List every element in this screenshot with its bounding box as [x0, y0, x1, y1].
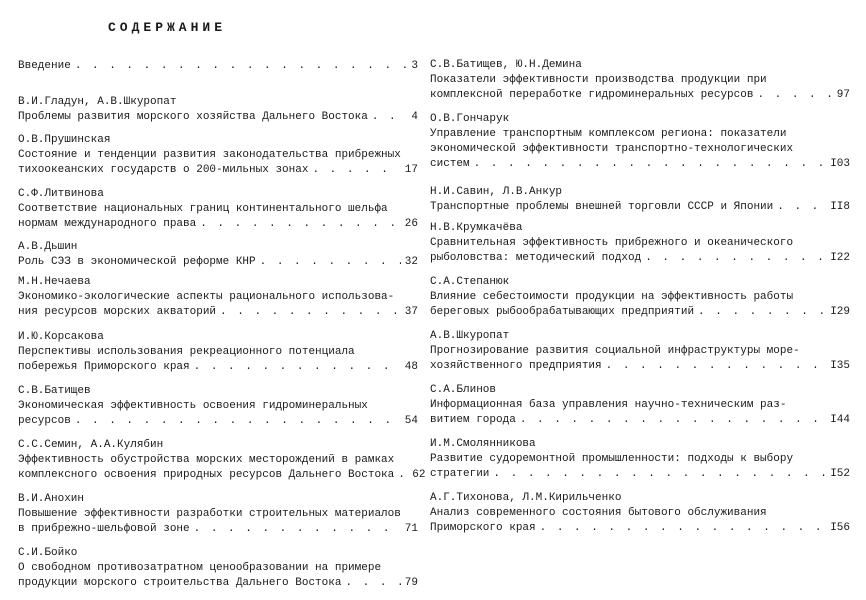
dot-leader: [372, 110, 408, 125]
toc-entry-title-line: нормам международного права: [18, 218, 197, 230]
page-title: СОДЕРЖАНИЕ: [108, 20, 227, 35]
toc-entry-title-line: систем: [430, 158, 470, 170]
toc-entry: [18, 438, 426, 483]
toc-entry-title-line: Транспортные проблемы внешней торговли СССР и Японии: [430, 201, 774, 213]
toc-entry: [18, 240, 418, 270]
toc-entry-title-line: береговых рыбообрабатывающих предприятий: [430, 306, 695, 318]
toc-entry-title-line: Экономико-экологические аспекты рационального использова-: [18, 291, 395, 303]
toc-entry: [18, 384, 418, 429]
toc-entry-authors: С.С.Семин, А.А.Кулябин: [18, 439, 164, 451]
toc-entry-last-line: [18, 163, 418, 178]
dot-leader: [220, 305, 401, 320]
toc-entry-last-line: [18, 576, 418, 591]
toc-entry-title-line: Проблемы развития морского хозяйства Дальнего Востока: [18, 111, 368, 123]
toc-entry: [18, 59, 418, 74]
toc-entry: [18, 187, 418, 232]
toc-entry-authors: С.В.Батищев, Ю.Н.Демина: [430, 59, 582, 71]
toc-entry-page-number: 32: [404, 256, 418, 268]
dot-leader: [520, 413, 826, 428]
toc-entry-page-number: I44: [830, 414, 850, 426]
toc-entry-last-line: [18, 110, 418, 125]
toc-entry-title-line: Развитие судоремонтной промышленности: подходы к выбору: [430, 453, 794, 465]
toc-entry-title-line: рыболовства: методический подход: [430, 252, 642, 264]
toc-entry-page-number: 54: [404, 415, 418, 427]
toc-entry-title-line: ния ресурсов морских акваторий: [18, 306, 217, 318]
toc-entry-title-line: комплексного освоения природных ресурсов Дальнего Востока: [18, 469, 395, 481]
toc-entry-page-number: I56: [830, 522, 850, 534]
dot-leader: [645, 251, 826, 266]
toc-entry-last-line: [430, 305, 850, 320]
toc-entry-title-line: Введение: [18, 60, 71, 72]
toc-entry-title-line: Приморского края: [430, 522, 536, 534]
toc-entry-page-number: I22: [830, 252, 850, 264]
toc-entry-page-number: I35: [830, 360, 850, 372]
toc-entry: [18, 133, 418, 178]
toc-entry: [430, 112, 850, 172]
toc-entry-page-number: 48: [404, 361, 418, 373]
toc-entry-title-line: тихоокеанских государств о 200-мильных зонах: [18, 164, 309, 176]
toc-entry-title-line: в прибрежно-шельфовой зоне: [18, 523, 190, 535]
dot-leader: [194, 522, 401, 537]
toc-entry-title-line: хозяйственного предприятия: [430, 360, 602, 372]
toc-entry: [430, 383, 850, 428]
toc-entry-last-line: [18, 360, 418, 375]
toc-entry-authors: С.И.Бойко: [18, 547, 78, 559]
toc-entry-page-number: I03: [830, 158, 850, 170]
toc-entry-last-line: [430, 413, 850, 428]
toc-entry-page-number: II8: [830, 201, 850, 213]
toc-entry-title-line: витием города: [430, 414, 516, 426]
toc-entry-title-line: побережья Приморского края: [18, 361, 190, 373]
toc-entry-authors: С.А.Степанюк: [430, 276, 510, 288]
toc-entry-title-line: комплексной переработке гидроминеральных ресурсов: [430, 89, 754, 101]
dot-leader: [200, 217, 401, 232]
dot-leader: [757, 88, 832, 103]
toc-entry-title-line: стратегии: [430, 468, 490, 480]
toc-entry: [18, 95, 418, 125]
toc-entry-title-line: Влияние себестоимости продукции на эффективность работы: [430, 291, 794, 303]
dot-leader: [777, 200, 826, 215]
toc-entry-authors: В.И.Анохин: [18, 493, 85, 505]
toc-entry-title-line: Соответствие национальных границ континентального шельфа: [18, 203, 388, 215]
dot-leader: [493, 467, 826, 482]
toc-entry-last-line: [430, 251, 850, 266]
toc-entry: [430, 275, 850, 320]
toc-entry-authors: А.В.Шкуропат: [430, 330, 510, 342]
toc-entry-page-number: 97: [836, 89, 850, 101]
toc-entry-page-number: I52: [830, 468, 850, 480]
toc-entry-last-line: [18, 414, 418, 429]
toc-entry-title-line: Прогнозирование развития социальной инфраструктуры море-: [430, 345, 800, 357]
toc-entry-title-line: О свободном противозатратном ценообразовании на примере: [18, 562, 382, 574]
toc-entry-page-number: 4: [411, 111, 418, 123]
toc-entry-title-line: Информационная база управления научно-техническим раз-: [430, 399, 787, 411]
toc-entry-last-line: [18, 468, 426, 483]
toc-entry: [430, 491, 850, 536]
toc-entry-authors: В.И.Гладун, А.В.Шкуропат: [18, 96, 177, 108]
toc-entry-title-line: Экономическая эффективность освоения гидроминеральных: [18, 400, 368, 412]
toc-entry-authors: С.В.Батищев: [18, 385, 91, 397]
toc-entry: [430, 58, 850, 103]
toc-entry-last-line: [430, 200, 850, 215]
dot-leader: [398, 468, 408, 483]
dot-leader: [606, 359, 827, 374]
dot-leader: [75, 59, 408, 74]
toc-entry-authors: О.В.Гончарук: [430, 113, 510, 125]
toc-entry-last-line: [430, 157, 850, 172]
toc-entry-last-line: [18, 255, 418, 270]
toc-entry-last-line: [430, 88, 850, 103]
toc-entry-last-line: [18, 59, 418, 74]
toc-entry: [18, 275, 418, 320]
toc-entry-page-number: 71: [404, 523, 418, 535]
toc-entry-authors: О.В.Прушинская: [18, 134, 111, 146]
toc-entry: [18, 330, 418, 375]
toc-entry-title-line: Управление транспортным комплексом региона: показатели: [430, 128, 787, 140]
toc-entry-page-number: 17: [404, 164, 418, 176]
toc-entry-authors: С.Ф.Литвинова: [18, 188, 104, 200]
toc-entry: [430, 221, 850, 266]
toc-entry-last-line: [430, 521, 850, 536]
toc-entry-authors: Н.В.Крумкачёва: [430, 222, 523, 234]
dot-leader: [540, 521, 827, 536]
toc-entry-title-line: Перспективы использования рекреационного потенциала: [18, 346, 355, 358]
toc-entry-authors: А.В.Дьшин: [18, 241, 78, 253]
toc-entry-page-number: 37: [404, 306, 418, 318]
toc-entry-last-line: [18, 217, 418, 232]
toc-entry-page-number: 79: [404, 577, 418, 589]
toc-entry-last-line: [430, 359, 850, 374]
dot-leader: [698, 305, 826, 320]
toc-entry-title-line: Эффективность обустройства морских месторождений в рамках: [18, 454, 395, 466]
dot-leader: [474, 157, 827, 172]
toc-entry-last-line: [18, 522, 418, 537]
toc-entry-authors: А.Г.Тихонова, Л.М.Кирильченко: [430, 492, 622, 504]
toc-entry-title-line: Анализ современного состояния бытового обслуживания: [430, 507, 767, 519]
toc-entry-page-number: I29: [830, 306, 850, 318]
toc-entry-title-line: продукции морского строительства Дальнего Востока: [18, 577, 342, 589]
dot-leader: [345, 576, 400, 591]
toc-entry-page-number: 62: [412, 469, 426, 481]
toc-entry-authors: И.Ю.Корсакова: [18, 331, 104, 343]
toc-entry: [18, 492, 418, 537]
toc-entry-authors: Н.И.Савин, Л.В.Анкур: [430, 186, 563, 198]
toc-entry-page-number: 3: [411, 60, 418, 72]
toc-entry-authors: И.М.Смолянникова: [430, 438, 536, 450]
toc-entry-title-line: Сравнительная эффективность прибрежного и океанического: [430, 237, 794, 249]
dot-leader: [75, 414, 401, 429]
toc-entry-authors: С.А.Блинов: [430, 384, 497, 396]
toc-entry-title-line: Состояние и тенденции развития законодательства прибрежных: [18, 149, 401, 161]
dot-leader: [260, 255, 401, 270]
dot-leader: [312, 163, 400, 178]
toc-entry: [430, 329, 850, 374]
toc-entry-authors: М.Н.Нечаева: [18, 276, 91, 288]
toc-entry-title-line: Повышение эффективности разработки строительных материалов: [18, 508, 401, 520]
toc-entry-page-number: 26: [404, 218, 418, 230]
toc-entry-title-line: ресурсов: [18, 415, 71, 427]
toc-entry: [430, 437, 850, 482]
toc-entry: [430, 185, 850, 215]
toc-entry-title-line: экономической эффективности транспортно-технологических: [430, 143, 794, 155]
toc-entry-title-line: Показатели эффективности производства продукции при: [430, 74, 767, 86]
toc-entry-title-line: Роль СЭЗ в экономической реформе КНР: [18, 256, 256, 268]
toc-entry-last-line: [430, 467, 850, 482]
dot-leader: [194, 360, 401, 375]
toc-entry-last-line: [18, 305, 418, 320]
toc-entry: [18, 546, 418, 591]
